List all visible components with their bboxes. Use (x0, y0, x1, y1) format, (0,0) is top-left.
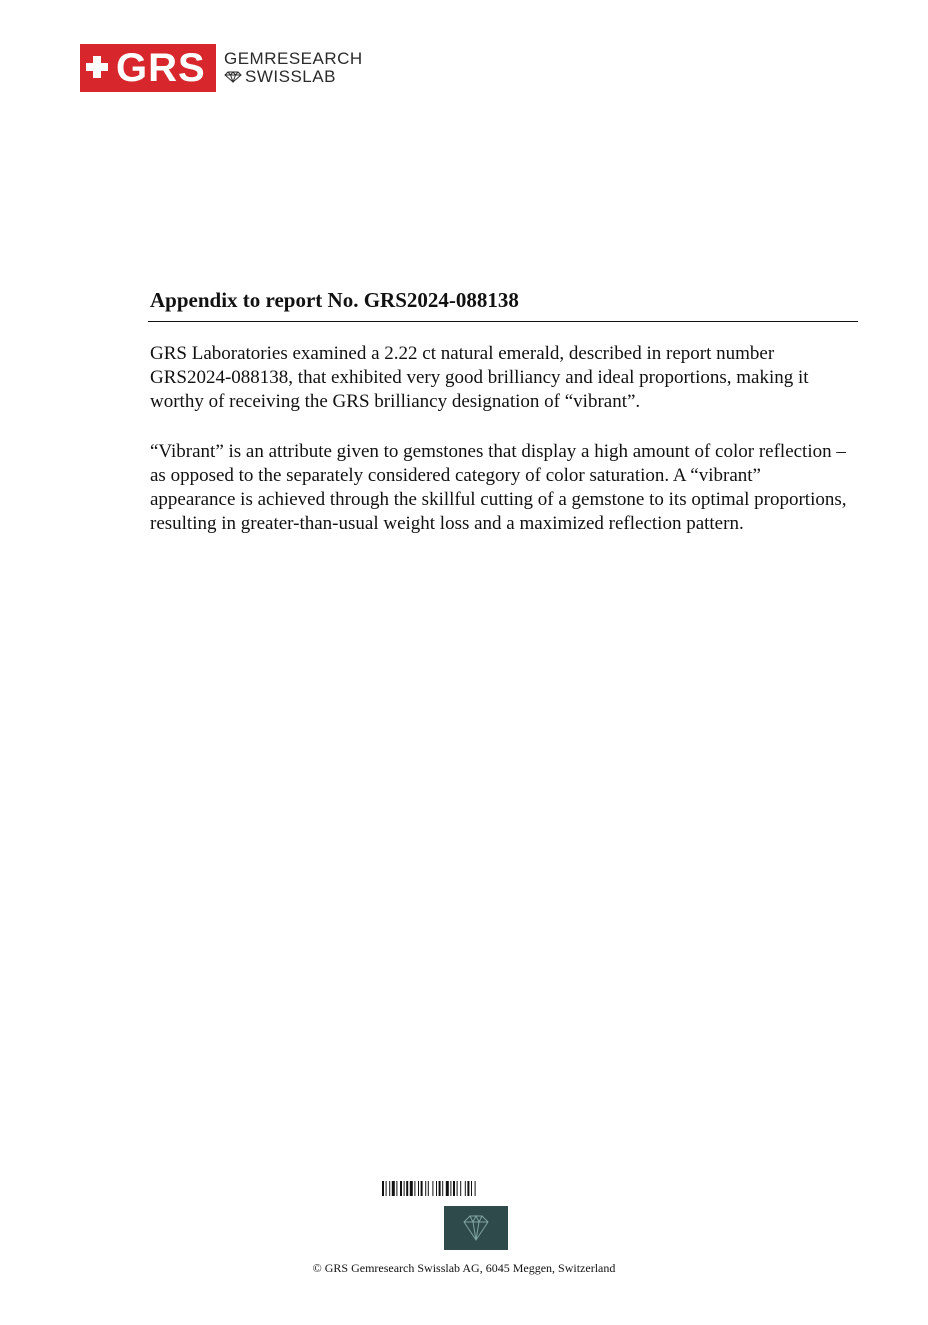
barcode-bar (410, 1181, 413, 1196)
barcode-bar (467, 1181, 469, 1196)
footer-copyright: © GRS Gemresearch Swisslab AG, 6045 Meggen, Switzerland (312, 1261, 616, 1275)
barcode-bar (453, 1181, 455, 1196)
barcode-bar (414, 1181, 415, 1196)
barcode-bar (457, 1181, 458, 1196)
logo-line2-row (224, 68, 363, 86)
barcode-bar (389, 1181, 390, 1196)
barcode-bar (428, 1181, 429, 1196)
barcode-bar (396, 1181, 397, 1196)
logo-red-block (80, 44, 216, 92)
paragraph-1: GRS Laboratories examined a 2.22 ct natural emerald, described in report number GRS2024-088138, that exhibited very good brilliancy and ideal proportions, making it worthy of receiving the GRS brilliancy designation of “vibrant”. (150, 343, 809, 412)
barcode-bar (404, 1181, 405, 1196)
barcode-bar (382, 1181, 384, 1196)
paragraph-2: “Vibrant” is an attribute given to gemstones that display a high amount of color reflection – as opposed to the separately considered category of color saturation. A “vibrant” appearance is achieved through the skillful cutting of a gemstone to its optimal proportions, resulting in greater-than-usual weight loss and a maximized reflection pattern. (150, 441, 847, 534)
barcode-bar (465, 1181, 466, 1196)
barcode-bar (471, 1181, 472, 1196)
barcode-bar (475, 1181, 476, 1196)
barcode-bar (425, 1181, 426, 1196)
diamond-icon (224, 71, 242, 83)
barcode-bar (436, 1181, 437, 1196)
barcode-bar (418, 1181, 419, 1196)
grs-logo (80, 44, 363, 92)
swiss-cross-icon (86, 56, 108, 78)
barcode-bar (406, 1181, 408, 1196)
logo-subtitle (224, 50, 363, 86)
barcode-bar (442, 1181, 443, 1196)
logo-mark: GRS (116, 46, 206, 90)
barcode-bar (386, 1181, 387, 1196)
barcode-bar (421, 1181, 423, 1196)
barcode-bar (439, 1181, 441, 1196)
document-title: Appendix to report No. GRS2024-088138 (150, 288, 519, 312)
barcode (382, 1181, 572, 1196)
hologram-seal (444, 1206, 508, 1250)
hologram-diamond-icon (444, 1206, 508, 1250)
logo-line1: GEMRESEARCH (224, 49, 363, 68)
barcode-bar (460, 1181, 461, 1196)
barcode-bar (446, 1181, 449, 1196)
barcode-bar (432, 1181, 433, 1196)
barcode-bar (392, 1181, 395, 1196)
barcode-bar (450, 1181, 451, 1196)
barcode-bar (400, 1181, 402, 1196)
logo-line2: SWISSLAB (245, 67, 336, 86)
title-divider (148, 321, 858, 322)
